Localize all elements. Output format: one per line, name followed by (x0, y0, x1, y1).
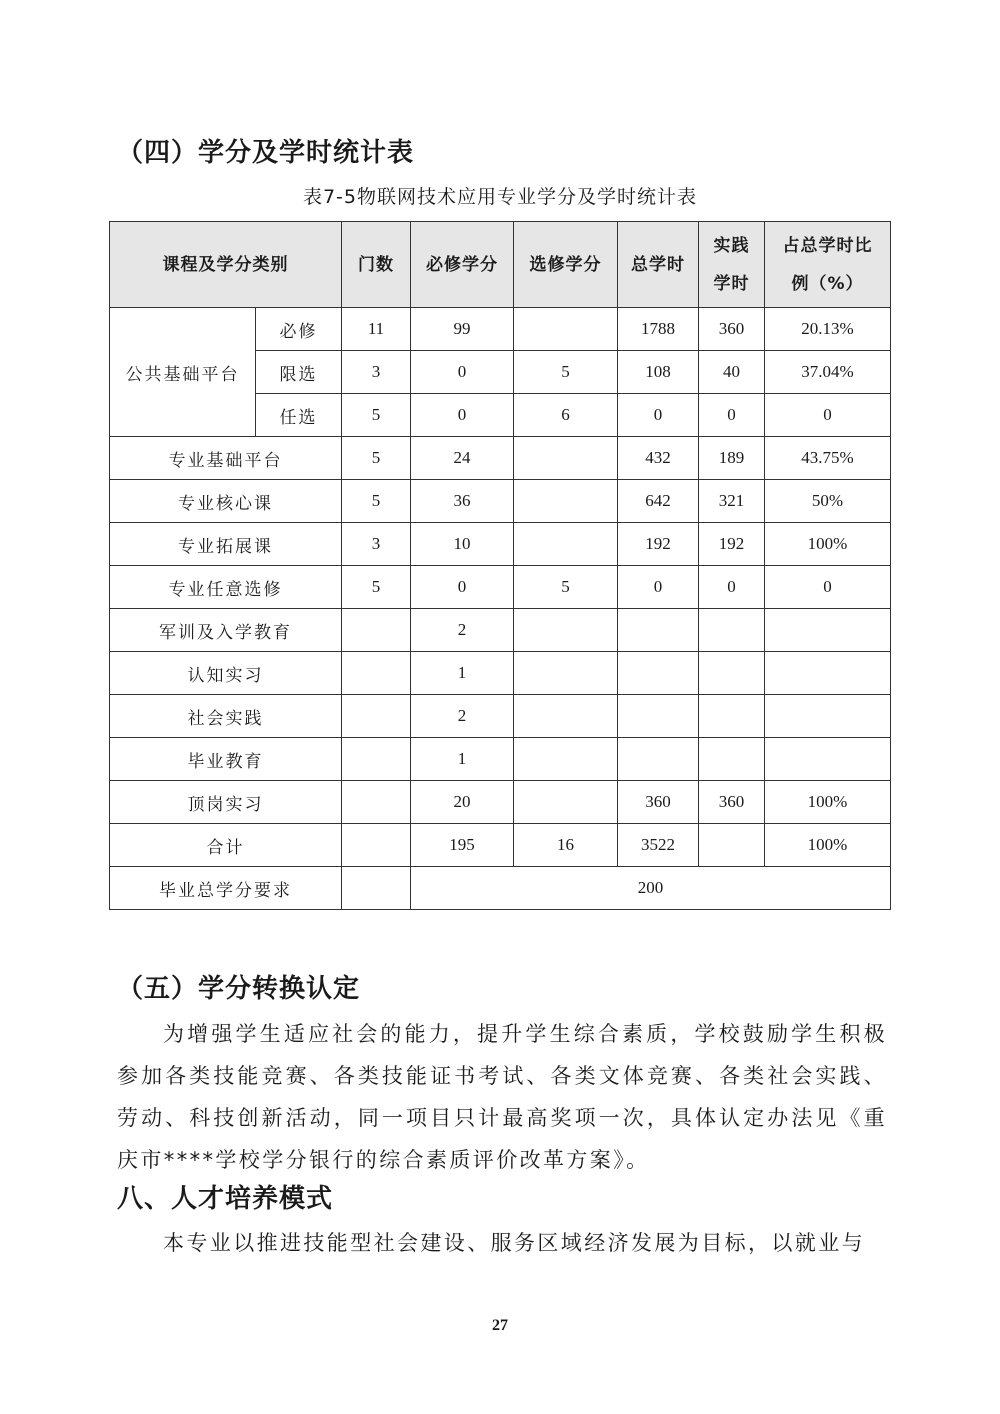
ratio-cell (765, 609, 891, 652)
practice-cell: 0 (699, 394, 765, 437)
section-heading: （四）学分及学时统计表 (117, 138, 415, 168)
required-cell: 0 (411, 351, 514, 394)
ratio-cell: 0 (765, 566, 891, 609)
count-cell (342, 781, 411, 824)
elective-cell (514, 781, 618, 824)
elective-cell: 5 (514, 351, 618, 394)
subcategory-cell: 必修 (256, 308, 342, 351)
practice-cell: 360 (699, 781, 765, 824)
required-cell: 195 (411, 824, 514, 867)
ratio-cell (765, 652, 891, 695)
practice-cell (699, 824, 765, 867)
table-row (110, 781, 891, 824)
required-cell: 2 (411, 609, 514, 652)
total-cell: 108 (618, 351, 699, 394)
count-cell: 3 (342, 523, 411, 566)
elective-cell (514, 480, 618, 523)
elective-cell (514, 308, 618, 351)
row-label: 专业基础平台 (110, 437, 342, 480)
row-label: 认知实习 (110, 652, 342, 695)
required-cell: 99 (411, 308, 514, 351)
ratio-cell (765, 738, 891, 781)
table-header-row (110, 222, 891, 308)
credit-hours-table (109, 221, 891, 910)
table-row (110, 437, 891, 480)
elective-cell (514, 523, 618, 566)
graduation-value: 200 (411, 867, 891, 910)
header-ratio: 占总学时比 例（%） (765, 222, 891, 308)
header-total-hours: 总学时 (618, 222, 699, 308)
header-category: 课程及学分类别 (110, 222, 342, 308)
required-cell: 10 (411, 523, 514, 566)
page-number: 27 (492, 1317, 508, 1334)
count-cell: 5 (342, 394, 411, 437)
practice-cell: 189 (699, 437, 765, 480)
total-cell: 3522 (618, 824, 699, 867)
elective-cell: 16 (514, 824, 618, 867)
elective-cell (514, 695, 618, 738)
body-paragraph: 本专业以推进技能型社会建设、服务区域经济发展为目标，以就业与 (163, 1231, 865, 1255)
header-count: 门数 (342, 222, 411, 308)
required-cell: 0 (411, 566, 514, 609)
ratio-cell: 50% (765, 480, 891, 523)
row-label: 专业任意选修 (110, 566, 342, 609)
practice-cell: 0 (699, 566, 765, 609)
practice-cell: 40 (699, 351, 765, 394)
elective-cell (514, 609, 618, 652)
elective-cell (514, 437, 618, 480)
table-caption: 表7-5物联网技术应用专业学分及学时统计表 (302, 186, 698, 208)
total-cell: 192 (618, 523, 699, 566)
graduation-label: 毕业总学分要求 (110, 867, 342, 910)
total-cell (618, 609, 699, 652)
practice-cell (699, 652, 765, 695)
subcategory-cell: 任选 (256, 394, 342, 437)
practice-cell: 321 (699, 480, 765, 523)
count-cell (342, 738, 411, 781)
count-cell (342, 652, 411, 695)
count-cell (342, 609, 411, 652)
required-cell: 20 (411, 781, 514, 824)
count-cell: 5 (342, 437, 411, 480)
row-label: 军训及入学教育 (110, 609, 342, 652)
practice-cell: 360 (699, 308, 765, 351)
total-cell: 0 (618, 566, 699, 609)
chapter-heading: 八、人才培养模式 (117, 1184, 334, 1214)
table-row (110, 652, 891, 695)
table-row (110, 695, 891, 738)
row-label: 顶岗实习 (110, 781, 342, 824)
count-cell: 11 (342, 308, 411, 351)
total-cell: 0 (618, 394, 699, 437)
count-cell (342, 824, 411, 867)
total-cell (618, 695, 699, 738)
required-cell: 1 (411, 738, 514, 781)
table-row (110, 738, 891, 781)
elective-cell: 5 (514, 566, 618, 609)
count-cell (342, 867, 411, 910)
table-row (110, 824, 891, 867)
elective-cell (514, 738, 618, 781)
ratio-cell: 37.04% (765, 351, 891, 394)
total-cell: 642 (618, 480, 699, 523)
header-required-credits: 必修学分 (411, 222, 514, 308)
ratio-cell: 0 (765, 394, 891, 437)
total-cell: 360 (618, 781, 699, 824)
ratio-cell: 43.75% (765, 437, 891, 480)
elective-cell: 6 (514, 394, 618, 437)
elective-cell (514, 652, 618, 695)
row-label: 专业拓展课 (110, 523, 342, 566)
required-cell: 1 (411, 652, 514, 695)
row-label: 合计 (110, 824, 342, 867)
ratio-cell: 100% (765, 523, 891, 566)
section-heading: （五）学分转换认定 (117, 974, 361, 1004)
count-cell (342, 695, 411, 738)
ratio-cell: 20.13% (765, 308, 891, 351)
total-cell (618, 652, 699, 695)
table-row (110, 480, 891, 523)
row-label: 毕业教育 (110, 738, 342, 781)
table-row (110, 609, 891, 652)
total-cell: 432 (618, 437, 699, 480)
required-cell: 36 (411, 480, 514, 523)
count-cell: 5 (342, 566, 411, 609)
row-label: 专业核心课 (110, 480, 342, 523)
ratio-cell (765, 695, 891, 738)
count-cell: 3 (342, 351, 411, 394)
table-row (110, 308, 891, 351)
subcategory-cell: 限选 (256, 351, 342, 394)
total-cell: 1788 (618, 308, 699, 351)
body-paragraph: 为增强学生适应社会的能力，提升学生综合素质，学校鼓励学生积极参加各类技能竞赛、各类技能证书考试、各类文体竞赛、各类社会实践、劳动、科技创新活动，同一项目只计最高奖项一次，具体认定办法见《重庆市****学校学分银行的综合素质评价改革方案》。 (117, 1022, 887, 1172)
ratio-cell: 100% (765, 824, 891, 867)
practice-cell (699, 695, 765, 738)
table-row (110, 566, 891, 609)
table-row (110, 867, 891, 910)
practice-cell (699, 738, 765, 781)
ratio-cell: 100% (765, 781, 891, 824)
required-cell: 2 (411, 695, 514, 738)
required-cell: 24 (411, 437, 514, 480)
practice-cell (699, 609, 765, 652)
required-cell: 0 (411, 394, 514, 437)
header-practice-hours: 实践 学时 (699, 222, 765, 308)
total-cell (618, 738, 699, 781)
practice-cell: 192 (699, 523, 765, 566)
header-elective-credits: 选修学分 (514, 222, 618, 308)
row-label: 社会实践 (110, 695, 342, 738)
count-cell: 5 (342, 480, 411, 523)
public-platform-label: 公共基础平台 (110, 308, 256, 437)
table-row (110, 523, 891, 566)
